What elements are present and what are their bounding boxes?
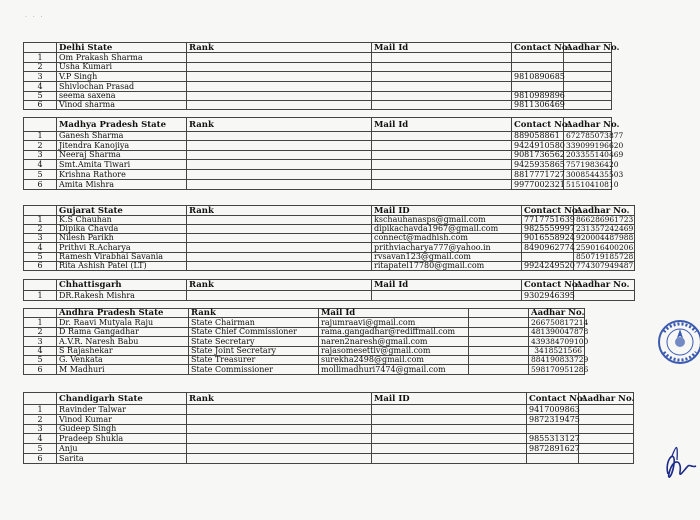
cell-aadhar: 481390047878 xyxy=(529,328,585,337)
cell-mail: rajumraavi@gmail.com xyxy=(319,318,469,328)
table-row xyxy=(24,425,634,434)
cell-mail: connect@madhish.com xyxy=(372,234,522,243)
cell-aadhar: 339099196620 xyxy=(564,141,612,151)
signature xyxy=(662,430,697,490)
cell-name: Amita Mishra xyxy=(57,180,187,190)
cell-aadhar: 866286961723 xyxy=(574,216,635,225)
cell-serial: 3 xyxy=(24,425,57,434)
cell-contact: 889058861 xyxy=(512,132,564,141)
cell-contact: 9825559997 xyxy=(522,225,574,234)
cell-serial: 5 xyxy=(24,356,57,365)
cell-mail xyxy=(372,425,527,434)
table-row xyxy=(24,180,612,190)
andhra-pradesh-table xyxy=(23,308,589,375)
cell-contact: 9872891627 xyxy=(527,444,579,454)
cell-name: Usha Kumari xyxy=(57,63,187,72)
header-serial xyxy=(24,280,57,291)
cell-mail: rama.gangadhar@rediffmail.com xyxy=(319,328,469,337)
cell-serial: 2 xyxy=(24,328,57,337)
cell-name: Om Prakash Sharma xyxy=(57,53,187,63)
cell-aadhar xyxy=(564,72,612,82)
cell-serial: 5 xyxy=(24,444,57,454)
cell-mail xyxy=(372,151,512,160)
cell-serial: 3 xyxy=(24,72,57,82)
table-row xyxy=(24,63,612,72)
cell-serial: 1 xyxy=(24,53,57,63)
table-row xyxy=(24,356,585,365)
cell-serial: 6 xyxy=(24,262,57,271)
cell-name: Vinod Kumar xyxy=(57,415,187,425)
cell-serial: 1 xyxy=(24,132,57,141)
cell-aadhar: 231357242469 xyxy=(574,225,635,234)
cell-aadhar: 300854435503 xyxy=(564,170,612,180)
header-name: Madhya Pradesh State xyxy=(57,118,187,132)
cell-contact: 9811306469 xyxy=(512,101,564,110)
cell-mail xyxy=(372,63,512,72)
cell-serial: 5 xyxy=(24,92,57,101)
cell-aadhar: 75719836420 xyxy=(564,160,612,170)
cell-contact: 8490962774 xyxy=(522,243,574,253)
table-row xyxy=(24,234,635,243)
cell-aadhar xyxy=(579,434,634,444)
table-row xyxy=(24,318,585,328)
table-row xyxy=(24,262,635,271)
cell-contact: 7717751639 xyxy=(522,216,574,225)
cell-aadhar xyxy=(564,101,612,110)
cell-aadhar: 3418521566 xyxy=(529,347,585,356)
cell-rank: State Secretary xyxy=(189,337,319,347)
cell-contact: 9855313127 xyxy=(527,434,579,444)
cell-serial: 1 xyxy=(24,291,57,301)
cell-name: Rita Ashish Patel (LT) xyxy=(57,262,187,271)
cell-mail: rajasomesettiv@gmail.com xyxy=(319,347,469,356)
cell-rank xyxy=(187,243,372,253)
cell-contact: 9081736562 xyxy=(512,151,564,160)
cell-serial: 1 xyxy=(24,405,57,415)
cell-rank: State Chief Commissioner xyxy=(189,328,319,337)
cell-name: Anju xyxy=(57,444,187,454)
cell-aadhar: 850719185728 xyxy=(574,253,635,262)
cell-contact xyxy=(469,347,529,356)
table-row xyxy=(24,82,612,92)
cell-rank xyxy=(187,253,372,262)
cell-contact xyxy=(469,318,529,328)
header-aadhar: Aadhar No. xyxy=(564,43,612,53)
madhya-pradesh-table xyxy=(23,117,624,190)
cell-rank xyxy=(187,415,372,425)
header-mail: Mail Id xyxy=(372,280,522,291)
table-row xyxy=(24,160,612,170)
organization-seal xyxy=(656,318,700,366)
header-name: Delhi State xyxy=(57,43,187,53)
cell-aadhar: 266750817214 xyxy=(529,318,585,328)
cell-rank xyxy=(187,141,372,151)
cell-aadhar: 672785073877 xyxy=(564,132,612,141)
cell-name: Jitendra Kanojiya xyxy=(57,141,187,151)
header-mail: Mail Id xyxy=(372,43,512,53)
chhattisgarh-table xyxy=(23,279,635,301)
header-contact: Contact No. xyxy=(512,118,564,132)
cell-aadhar: 259016400206 xyxy=(574,243,635,253)
cell-serial: 6 xyxy=(24,101,57,110)
table-row xyxy=(24,444,634,454)
cell-serial: 2 xyxy=(24,415,57,425)
cell-name: Ganesh Sharma xyxy=(57,132,187,141)
table-header-row xyxy=(24,43,612,53)
cell-aadhar: 51510410810 xyxy=(564,180,612,190)
cell-mail xyxy=(372,160,512,170)
table-row xyxy=(24,415,634,425)
cell-aadhar xyxy=(564,82,612,92)
table-row xyxy=(24,53,612,63)
cell-aadhar: 774307949487 xyxy=(574,262,635,271)
cell-contact xyxy=(512,63,564,72)
cell-aadhar: 884190833729 xyxy=(529,356,585,365)
cell-contact xyxy=(512,53,564,63)
cell-rank xyxy=(187,82,372,92)
cell-mail xyxy=(372,415,527,425)
header-mail: Mail ID xyxy=(372,393,527,405)
cell-rank xyxy=(187,291,372,301)
header-contact: Contact No. xyxy=(522,206,574,216)
cell-serial: 4 xyxy=(24,82,57,92)
header-contact: Contact No. xyxy=(522,280,574,291)
cell-serial: 6 xyxy=(24,454,57,464)
cell-mail xyxy=(372,141,512,151)
header-rank: Rank xyxy=(187,206,372,216)
table-header-row xyxy=(24,393,634,405)
header-name: Chandigarh State xyxy=(57,393,187,405)
table-row xyxy=(24,405,634,415)
cell-contact xyxy=(469,328,529,337)
cell-aadhar xyxy=(564,53,612,63)
table-row xyxy=(24,347,585,356)
header-aadhar: Aadhar No. xyxy=(574,280,635,291)
cell-aadhar xyxy=(579,415,634,425)
cell-rank xyxy=(187,225,372,234)
cell-name: G. Venkata xyxy=(57,356,189,365)
cell-aadhar xyxy=(564,92,612,101)
cell-serial: 4 xyxy=(24,160,57,170)
cell-aadhar: 203355140469 xyxy=(564,151,612,160)
cell-name: Shivlochan Prasad xyxy=(57,82,187,92)
cell-serial: 3 xyxy=(24,337,57,347)
table-header-row xyxy=(24,118,612,132)
cell-mail xyxy=(372,132,512,141)
cell-serial: 4 xyxy=(24,434,57,444)
cell-rank xyxy=(187,262,372,271)
cell-mail xyxy=(372,180,512,190)
cell-name: Sarita xyxy=(57,454,187,464)
header-mail: Mail ID xyxy=(372,206,522,216)
cell-aadhar xyxy=(574,291,635,301)
table-header-row xyxy=(24,280,635,291)
cell-rank xyxy=(187,92,372,101)
cell-serial: 6 xyxy=(24,365,57,375)
header-serial xyxy=(24,43,57,53)
header-mail: Mail Id xyxy=(319,309,469,318)
header-contact: Contact No. xyxy=(512,43,564,53)
cell-serial: 2 xyxy=(24,63,57,72)
cell-mail xyxy=(372,82,512,92)
cell-rank xyxy=(187,53,372,63)
header-rank: Rank xyxy=(187,43,372,53)
table-row xyxy=(24,141,612,151)
cell-name: Prithvi R.Acharya xyxy=(57,243,187,253)
header-serial xyxy=(24,309,57,318)
cell-name: V.P Singh xyxy=(57,72,187,82)
header-contact: Contact No. xyxy=(527,393,579,405)
cell-contact: 9924249520 xyxy=(522,262,574,271)
cell-mail: naren2naresh@gmail.com xyxy=(319,337,469,347)
header-contact xyxy=(469,309,529,318)
delhi-table xyxy=(23,42,620,110)
cell-rank xyxy=(187,63,372,72)
header-name: Chhattisgarh xyxy=(57,280,187,291)
cell-serial: 2 xyxy=(24,141,57,151)
cell-name: Ravinder Talwar xyxy=(57,405,187,415)
cell-serial: 4 xyxy=(24,243,57,253)
cell-contact: 9977002321 xyxy=(512,180,564,190)
cell-mail xyxy=(372,434,527,444)
cell-aadhar xyxy=(579,444,634,454)
table-row xyxy=(24,328,585,337)
cell-name: A.V.R. Naresh Babu xyxy=(57,337,189,347)
cell-rank xyxy=(187,160,372,170)
cell-rank xyxy=(187,405,372,415)
table-row xyxy=(24,243,635,253)
cell-name: Ramesh Virabhai Savania xyxy=(57,253,187,262)
cell-mail: rvsavan123@gmail.com xyxy=(372,253,522,262)
cell-contact: 9417009863 xyxy=(527,405,579,415)
cell-contact xyxy=(527,425,579,434)
cell-rank xyxy=(187,72,372,82)
cell-rank xyxy=(187,132,372,141)
cell-serial: 6 xyxy=(24,180,57,190)
cell-name: Krishna Rathore xyxy=(57,170,187,180)
header-rank: Rank xyxy=(187,280,372,291)
cell-name: Smt.Amita Tiwari xyxy=(57,160,187,170)
cell-mail: prithviacharya777@yahoo.in xyxy=(372,243,522,253)
cell-contact: 8817771727 xyxy=(512,170,564,180)
cell-name: Pradeep Shukla xyxy=(57,434,187,444)
cell-serial: 5 xyxy=(24,253,57,262)
cell-aadhar xyxy=(579,405,634,415)
cell-mail xyxy=(372,72,512,82)
cell-rank: State Commissioner xyxy=(189,365,319,375)
scan-noise: · · · xyxy=(25,14,45,21)
cell-rank xyxy=(187,170,372,180)
cell-serial: 5 xyxy=(24,170,57,180)
cell-mail xyxy=(372,53,512,63)
table-header-row xyxy=(24,206,635,216)
cell-rank xyxy=(187,444,372,454)
cell-aadhar: 598170951286 xyxy=(529,365,585,375)
cell-serial: 1 xyxy=(24,318,57,328)
cell-mail xyxy=(372,101,512,110)
cell-contact: 9810890685 xyxy=(512,72,564,82)
header-serial xyxy=(24,118,57,132)
table-row xyxy=(24,454,634,464)
cell-contact: 9425935865 xyxy=(512,160,564,170)
cell-contact xyxy=(527,454,579,464)
cell-contact: 9302946395 xyxy=(522,291,574,301)
header-rank: Rank xyxy=(187,393,372,405)
cell-contact xyxy=(469,365,529,375)
cell-contact: 9810989896 xyxy=(512,92,564,101)
cell-name: Nilesh Parikh xyxy=(57,234,187,243)
cell-mail xyxy=(372,170,512,180)
cell-rank: State Chairman xyxy=(189,318,319,328)
cell-name: D Rama Gangadhar xyxy=(57,328,189,337)
cell-rank xyxy=(187,434,372,444)
cell-mail: dipikachavda1967@gmail.com xyxy=(372,225,522,234)
cell-mail xyxy=(372,454,527,464)
cell-aadhar: 439384709100 xyxy=(529,337,585,347)
gujarat-table xyxy=(23,205,635,271)
cell-serial: 3 xyxy=(24,234,57,243)
cell-name: K.S Chauhan xyxy=(57,216,187,225)
header-mail: Mail Id xyxy=(372,118,512,132)
header-rank: Rank xyxy=(187,118,372,132)
table-row xyxy=(24,170,612,180)
header-aadhar: Aadhar No. xyxy=(574,206,635,216)
header-aadhar: Aadhar No. xyxy=(564,118,612,132)
cell-name: Dr. Raavi Mutyala Raju xyxy=(57,318,189,328)
cell-mail xyxy=(372,444,527,454)
header-rank: Rank xyxy=(189,309,319,318)
cell-mail: ritapatel17780@gmail.com xyxy=(372,262,522,271)
table-header-row xyxy=(24,309,585,318)
cell-mail xyxy=(372,405,527,415)
cell-name: Gudeep Singh xyxy=(57,425,187,434)
header-name: Gujarat State xyxy=(57,206,187,216)
table-row xyxy=(24,151,612,160)
cell-rank xyxy=(187,234,372,243)
table-row xyxy=(24,132,612,141)
cell-serial: 4 xyxy=(24,347,57,356)
cell-rank xyxy=(187,216,372,225)
cell-name: seema saxena xyxy=(57,92,187,101)
cell-aadhar xyxy=(579,454,634,464)
header-name: Andhra Pradesh State xyxy=(57,309,189,318)
cell-name: Neeraj Sharma xyxy=(57,151,187,160)
cell-rank: State Treasurer xyxy=(189,356,319,365)
table-row xyxy=(24,434,634,444)
cell-contact: 9872319475 xyxy=(527,415,579,425)
cell-rank xyxy=(187,151,372,160)
chandigarh-table xyxy=(23,392,634,464)
cell-mail: mollimadhuri7474@gmail.com xyxy=(319,365,469,375)
header-aadhar: Aadhar No. xyxy=(529,309,585,318)
cell-name: Dipika Chavda xyxy=(57,225,187,234)
table-row xyxy=(24,72,612,82)
cell-aadhar xyxy=(564,63,612,72)
cell-aadhar: 920004487988 xyxy=(574,234,635,243)
cell-name: Vinod sharma xyxy=(57,101,187,110)
header-aadhar: Aadhar No. xyxy=(579,393,634,405)
cell-mail xyxy=(372,92,512,101)
cell-mail: surekha2498@gmail.com xyxy=(319,356,469,365)
cell-rank xyxy=(187,180,372,190)
cell-name: M Madhuri xyxy=(57,365,189,375)
cell-name: S Rajashekar xyxy=(57,347,189,356)
table-row xyxy=(24,291,635,301)
cell-mail xyxy=(372,291,522,301)
table-row xyxy=(24,365,585,375)
cell-contact: 9016558924 xyxy=(522,234,574,243)
cell-aadhar xyxy=(579,425,634,434)
cell-rank xyxy=(187,101,372,110)
cell-mail: kschauhanasps@gmail.com xyxy=(372,216,522,225)
cell-contact xyxy=(512,82,564,92)
cell-contact: 9424910580 xyxy=(512,141,564,151)
cell-serial: 3 xyxy=(24,151,57,160)
table-row xyxy=(24,337,585,347)
cell-serial: 1 xyxy=(24,216,57,225)
cell-name: DR.Rakesh Mishra xyxy=(57,291,187,301)
table-row xyxy=(24,101,612,110)
cell-serial: 2 xyxy=(24,225,57,234)
header-serial xyxy=(24,206,57,216)
cell-contact xyxy=(469,356,529,365)
cell-rank: State Joint Secretary xyxy=(189,347,319,356)
cell-rank xyxy=(187,454,372,464)
header-serial xyxy=(24,393,57,405)
cell-rank xyxy=(187,425,372,434)
cell-contact xyxy=(469,337,529,347)
